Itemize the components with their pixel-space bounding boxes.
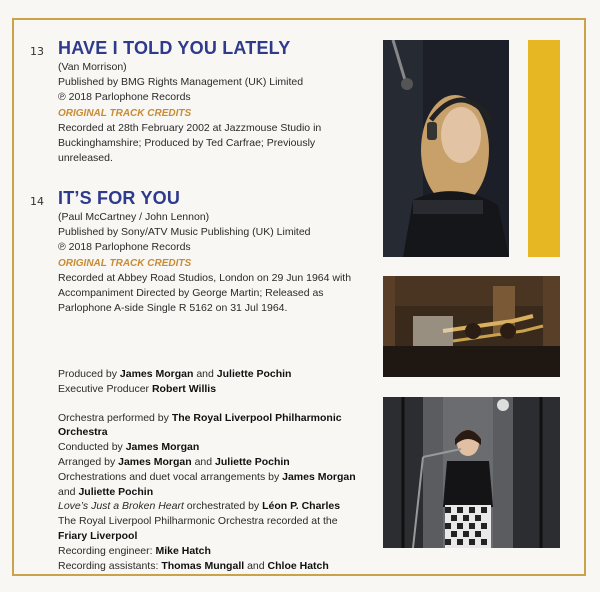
photo-singer-microphone-illustration — [383, 397, 560, 548]
recording-assistants-line: Recording assistants: Thomas Mungall and Chloe Hatch — [58, 559, 329, 572]
orchestrations-line: Orchestrations and duet vocal arrangements by James Morgan and Juliette Pochin — [58, 470, 356, 498]
track-writers: (Paul McCartney / John Lennon) — [58, 211, 210, 223]
photo-singer-headphones — [383, 40, 509, 257]
track-credits: Recorded at 28th February 2002 at Jazzmouse Studio in Buckinghamshire; Produced by Ted Carfrae; Previously unreleased. — [58, 122, 322, 164]
credits-label: ORIGINAL TRACK CREDITS — [58, 258, 192, 269]
track-listing — [30, 36, 375, 316]
arranged-by-line: Arranged by James Morgan and Juliette Pochin — [58, 455, 290, 468]
track-publisher: Published by Sony/ATV Music Publishing (UK) Limited — [58, 226, 311, 238]
orchestrated-by-line: Love’s Just a Broken Heart orchestrated by Léon P. Charles — [58, 500, 341, 513]
track-publisher: Published by BMG Rights Management (UK) Limited — [58, 76, 304, 88]
track-number: 14 — [30, 195, 44, 208]
track-title: IT’S FOR YOU — [58, 188, 181, 208]
track-writers: (Van Morrison) — [58, 61, 127, 73]
photo-orchestra-brass-illustration — [383, 276, 560, 377]
credits-label: ORIGINAL TRACK CREDITS — [58, 108, 192, 119]
track-14 — [30, 186, 375, 316]
orchestra-line: Orchestra performed by The Royal Liverpool Philharmonic Orchestra — [58, 411, 342, 439]
recording-engineer-line: Recording engineer: Mike Hatch — [58, 544, 211, 557]
executive-producer-line: Executive Producer Robert Willis — [58, 382, 217, 395]
photo-singer-headphones-illustration — [383, 40, 509, 257]
track-phonogram: ℗ 2018 Parlophone Records — [58, 91, 191, 103]
track-phonogram: ℗ 2018 Parlophone Records — [58, 241, 191, 253]
track-title: HAVE I TOLD YOU LATELY — [58, 38, 291, 58]
recorded-at-line: The Royal Liverpool Philharmonic Orchestra recorded at the Friary Liverpool — [58, 515, 338, 542]
track-number: 13 — [30, 45, 44, 58]
track-13 — [30, 36, 375, 166]
production-credits — [58, 367, 368, 573]
track-credits: Recorded at Abbey Road Studios, London on 29 Jun 1964 with Accompaniment Directed by George Martin; Released as Parlophone A-side Single R 5162 on 31 Jul 1964. — [58, 272, 352, 314]
produced-by-line: Produced by James Morgan and Juliette Pochin — [58, 368, 292, 380]
photo-singer-microphone — [383, 397, 560, 548]
gold-accent-bar — [528, 40, 560, 257]
photo-orchestra-brass — [383, 276, 560, 377]
conducted-by-line: Conducted by James Morgan — [58, 441, 200, 454]
